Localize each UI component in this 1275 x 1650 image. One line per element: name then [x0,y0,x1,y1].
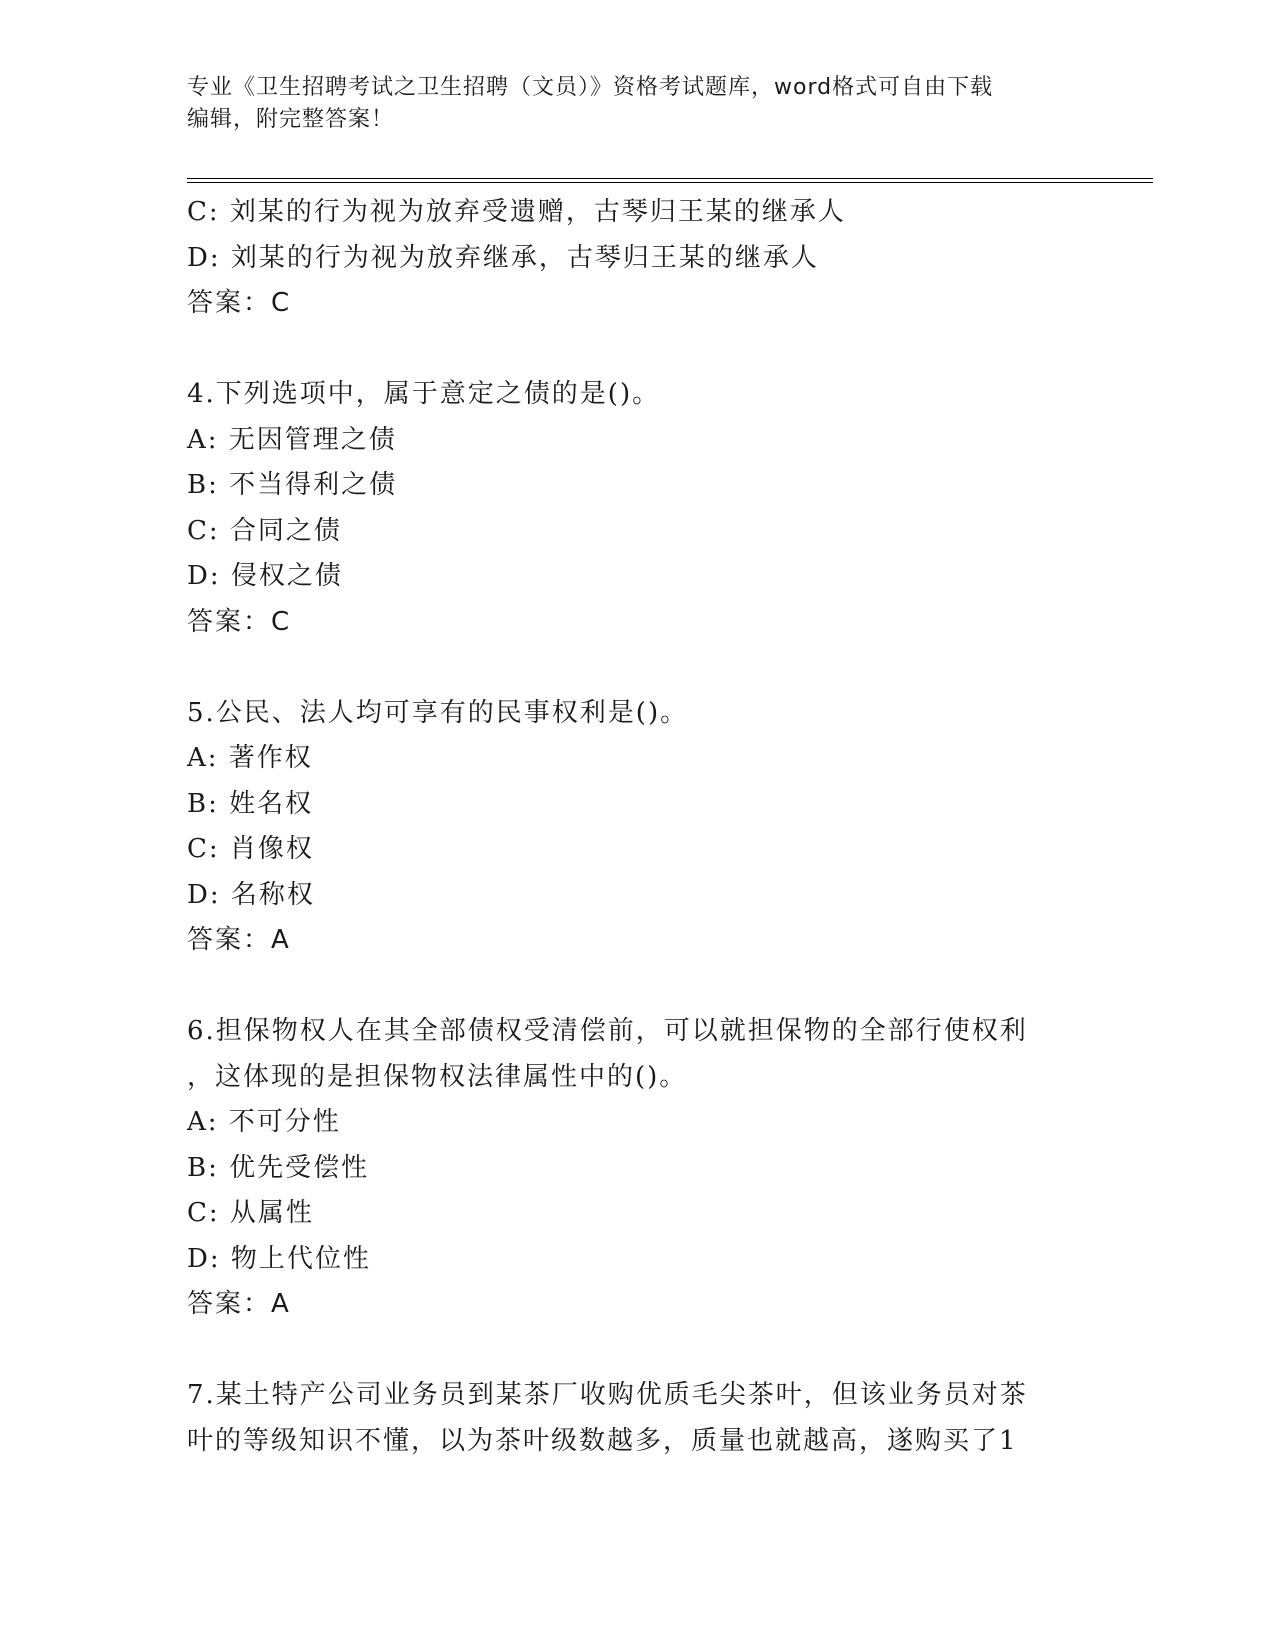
q3-option-c: C: 刘某的行为视为放弃受遗赠，古琴归王某的继承人 [187,197,846,227]
header-line-1: 专业《卫生招聘考试之卫生招聘（文员）》资格考试题库，word格式可自由下载 [187,75,994,100]
q5-answer: 答案：A [187,925,291,955]
q6-answer: 答案：A [187,1289,291,1319]
q4-option-a: A: 无因管理之债 [187,424,397,455]
header-line-2: 编辑，附完整答案！ [187,107,395,132]
q4-option-c: C: 合同之债 [187,515,342,546]
q6-option-d: D: 物上代位性 [187,1243,371,1274]
q6-question-line-2: ，这体现的是担保物权法律属性中的()。 [187,1061,688,1092]
question-7 [187,1373,1087,1464]
q6-option-b: B: 优先受偿性 [187,1152,370,1183]
question-3 [187,190,1087,327]
spacer [187,1328,1087,1374]
q5-question: 5.公民、法人均可享有的民事权利是()。 [187,697,689,728]
q5-option-a: A: 著作权 [187,743,313,773]
question-5 [187,691,1087,964]
header-rule-top [187,178,1153,179]
spacer [187,645,1087,691]
document-body [187,190,1087,1464]
q3-option-d: D: 刘某的行为视为放弃继承，古琴归王某的继承人 [187,242,819,273]
q4-option-b: B: 不当得利之债 [187,470,398,500]
q6-option-c: C: 从属性 [187,1198,314,1228]
q5-option-b: B: 姓名权 [187,788,314,819]
q3-answer: 答案：C [187,288,292,318]
header-rule-bottom [187,182,1153,183]
q4-option-d: D: 侵权之债 [187,561,343,591]
question-6 [187,1009,1087,1328]
q4-question: 4.下列选项中，属于意定之债的是()。 [187,379,661,409]
q6-option-a: A: 不可分性 [187,1107,341,1137]
q7-question-line-1: 7.某土特产公司业务员到某茶厂收购优质毛尖茶叶，但该业务员对茶 [187,1380,1028,1410]
document-header [187,72,1087,136]
question-4 [187,372,1087,645]
q5-option-c: C: 肖像权 [187,834,314,864]
q5-option-d: D: 名称权 [187,879,315,910]
q7-question-line-2: 叶的等级知识不懂，以为茶叶级数越多，质量也就越高，遂购买了1 [187,1425,1018,1456]
q6-question-line-1: 6.担保物权人在其全部债权受清偿前，可以就担保物的全部行使权利 [187,1016,1028,1046]
spacer [187,964,1087,1010]
q4-answer: 答案：C [187,606,292,637]
spacer [187,327,1087,373]
